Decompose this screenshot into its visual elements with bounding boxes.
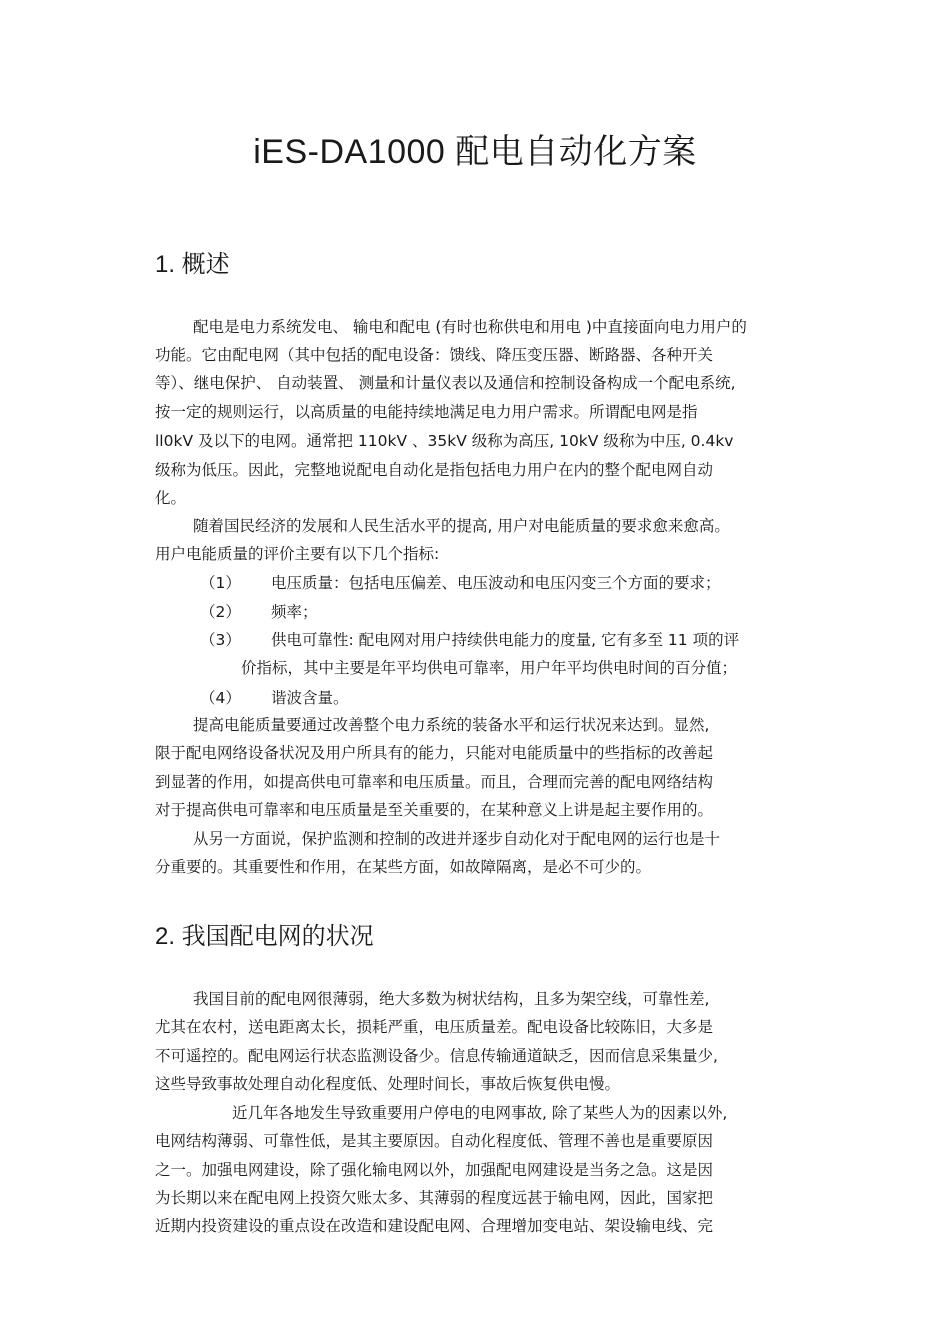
paragraph-line: 功能。它由配电网（其中包括的配电设备：馈线、降压变压器、断路器、各种开关	[155, 346, 714, 364]
paragraph-line: 这些导致事故处理自动化程度低、处理时间长，事故后恢复供电慢。	[155, 1075, 621, 1093]
paragraph-line: 随着国民经济的发展和人民生活水平的提高, 用户对电能质量的要求愈来愈高。	[193, 517, 730, 535]
paragraph-line: 近几年各地发生导致重要用户停电的电网事故, 除了某些人为的因素以外,	[232, 1104, 728, 1122]
paragraph-line: 尤其在农村，送电距离太长，损耗严重，电压质量差。配电设备比较陈旧，大多是	[155, 1018, 714, 1036]
list-item-text: 频率；	[271, 603, 318, 621]
section-2-heading: 2. 我国配电网的状况	[155, 923, 374, 950]
section-1-heading: 1. 概述	[155, 251, 230, 278]
paragraph-line: 我国目前的配电网很薄弱，绝大多数为树状结构，且多为架空线，可靠性差,	[193, 990, 710, 1008]
paragraph-line: 不可遥控的。配电网运行状态监测设备少。信息传输通道缺乏，因而信息采集量少,	[155, 1047, 718, 1065]
paragraph-line: 用户电能质量的评价主要有以下几个指标:	[155, 545, 440, 563]
list-item-number: （1）	[200, 574, 241, 592]
paragraph-line: 化。	[155, 489, 187, 507]
paragraph-line: 从另一方面说，保护监测和控制的改进并逐步自动化对于配电网的运行也是十	[193, 830, 721, 848]
paragraph-line: 对于提高供电可靠率和电压质量是至关重要的，在某种意义上讲是起主要作用的。	[155, 801, 714, 819]
paragraph-line: 配电是电力系统发电、 输电和配电 (有时也称供电和用电 )中直接面向电力用户的	[193, 318, 747, 336]
list-item-number: （3）	[200, 631, 241, 649]
paragraph-line: 为长期以来在配电网上投资欠账太多、其薄弱的程度远甚于输电网，因此，国家把	[155, 1189, 714, 1207]
paragraph-line: 提高电能质量要通过改善整个电力系统的装备水平和运行状况来达到。显然,	[193, 716, 710, 734]
list-item-text: 供电可靠性: 配电网对用户持续供电能力的度量, 它有多至 11 项的评	[271, 631, 740, 649]
list-item-number: （4）	[200, 689, 241, 707]
paragraph-line: 等）、继电保护、 自动装置、 测量和计量仪表以及通信和控制设备构成一个配电系统,	[155, 374, 736, 392]
paragraph-line: 按一定的规则运行，以高质量的电能持续地满足电力用户需求。所谓配电网是指	[155, 403, 698, 421]
paragraph-line: 之一。加强电网建设，除了强化输电网以外，加强配电网建设是当务之急。这是因	[155, 1161, 714, 1179]
paragraph-line: 到显著的作用，如提高供电可靠率和电压质量。而且，合理而完善的配电网络结构	[155, 773, 714, 791]
paragraph-line: 近期内投资建设的重点设在改造和建设配电网、合理增加变电站、架设输电线、完	[155, 1217, 714, 1235]
document-title: iES-DA1000 配电自动化方案	[253, 133, 697, 171]
paragraph-line: ll0kV 及以下的电网。通常把 110kV 、35kV 级称为高压, 10kV 级称为中压, 0.4kv	[155, 432, 734, 450]
paragraph-line: 电网结构薄弱、可靠性低，是其主要原因。自动化程度低、管理不善也是重要原因	[155, 1132, 714, 1150]
paragraph-line: 分重要的。其重要性和作用，在某些方面，如故障隔离，是必不可少的。	[155, 858, 652, 876]
paragraph-line: 级称为低压。因此，完整地说配电自动化是指包括电力用户在内的整个配电网自动	[155, 461, 714, 479]
list-item-continuation: 价指标，其中主要是年平均供电可靠率，用户年平均供电时间的百分值；	[241, 659, 738, 677]
list-item-text: 谐波含量。	[271, 689, 349, 707]
paragraph-line: 限于配电网络设备状况及用户所具有的能力，只能对电能质量中的些指标的改善起	[155, 744, 714, 762]
list-item-text: 电压质量：包括电压偏差、电压波动和电压闪变三个方面的要求；	[271, 574, 721, 592]
list-item-number: （2）	[200, 603, 241, 621]
